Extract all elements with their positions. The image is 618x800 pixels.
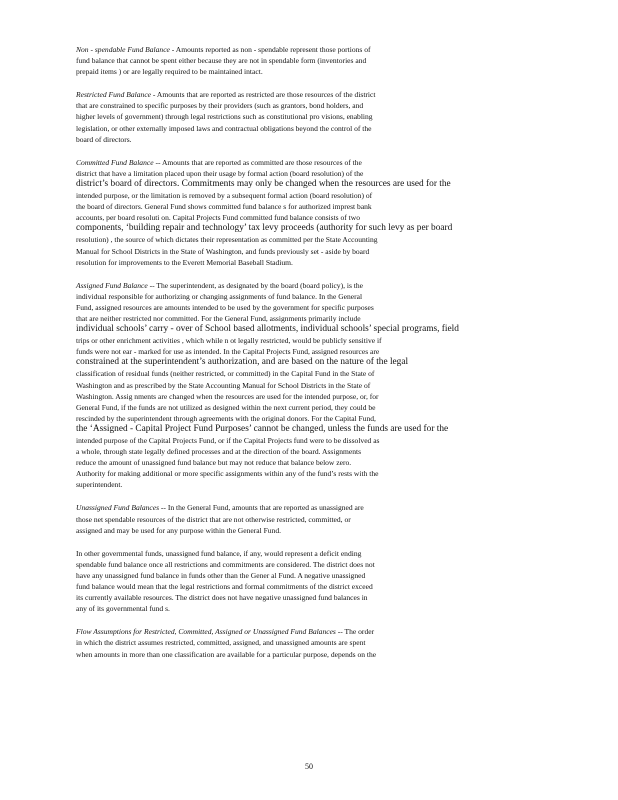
- text-line: [76, 168, 550, 179]
- line-text: in which the district assumes restricted, committed, assigned, and unassigned amounts are spent: [76, 638, 366, 648]
- line-text: components, ‘building repair and technology’ tax levy proceeds (authority for such levy as per board: [76, 223, 453, 234]
- paragraph-heading: Non - spendable Fund Balance: [76, 45, 170, 54]
- paragraph-flow-assumptions: [76, 626, 550, 659]
- line-text: fund balance that cannot be spent either because they are not in spendable form (inventories and: [76, 56, 367, 66]
- text-line: [76, 212, 550, 223]
- line-text: classification of residual funds (neither restricted, or committed) in the Capital Fund in the State of: [76, 369, 375, 379]
- line-text: -- In the General Fund, amounts that are reported as unassigned are: [159, 503, 364, 513]
- text-line: [76, 402, 550, 413]
- text-line: [76, 234, 550, 245]
- text-line: [76, 626, 550, 637]
- paragraph-negative-unassigned: [76, 548, 550, 615]
- line-text: - Amounts that are reported as restricted are those resources of the district: [151, 90, 376, 100]
- line-text: In other governmental funds, unassigned fund balance, if any, would represent a deficit ending: [76, 548, 362, 558]
- text-line: [76, 649, 550, 660]
- text-line: [76, 134, 550, 145]
- line-text: those net spendable resources of the district that are not otherwise restricted, committed, or: [76, 514, 351, 524]
- line-text: resolution for improvements to the Everett Memorial Baseball Stadium.: [76, 257, 293, 267]
- text-line: [76, 302, 550, 313]
- text-line: [76, 502, 550, 513]
- line-text: prepaid items ) or are legally required to be maintained intact.: [76, 67, 263, 77]
- paragraph-nonspendable: [76, 44, 550, 77]
- text-line: [76, 201, 550, 212]
- text-line: [76, 44, 550, 55]
- text-line: [76, 179, 550, 190]
- line-text: legislation, or other externally imposed laws and contractual obligations beyond the control of the: [76, 123, 372, 133]
- text-line: [76, 548, 550, 559]
- text-line: [76, 413, 550, 424]
- text-line: [76, 55, 550, 66]
- text-line: [76, 603, 550, 614]
- line-text: district’s board of directors. Commitments may only be changed when the resources are used for the: [76, 178, 451, 189]
- line-text: Authority for making additional or more specific assignments within any of the fund’s rests with the: [76, 469, 379, 479]
- text-line: [76, 357, 550, 368]
- text-line: [76, 446, 550, 457]
- paragraph-assigned: [76, 280, 550, 491]
- paragraph-restricted: [76, 89, 550, 144]
- line-text: the board of directors. General Fund shows committed fund balance s for authorized imprest bank: [76, 202, 372, 212]
- paragraph-heading: Unassigned Fund Balances: [76, 503, 160, 513]
- line-text: any of its governmental fund s.: [76, 604, 170, 614]
- line-text: fund balance would mean that the legal restrictions and formal commitments of the district exceed: [76, 582, 373, 592]
- line-text: when amounts in more than one classification are available for a particular purpose, depends on the: [76, 649, 377, 659]
- line-text: trips or other enrichment activities , which while n ot legally restricted, would be publicly sensitive if: [76, 336, 382, 346]
- line-text: spendable fund balance once all restrictions and commitments are considered. The district does not: [76, 559, 375, 569]
- line-text: -- The order: [335, 627, 375, 637]
- line-text: individual responsible for authorizing or changing assignments of fund balance. In the General: [76, 291, 363, 301]
- line-text: constrained at the superintendent’s authorization, and are based on the nature of the legal: [76, 357, 409, 368]
- line-text: a whole, through state legally defined processes and at the direction of the board. Assignments: [76, 447, 362, 457]
- text-line: [76, 257, 550, 268]
- line-text: General Fund, if the funds are not utilized as designed within the next current period, they could be: [76, 402, 376, 412]
- text-line: [76, 368, 550, 379]
- line-text: -- Amounts that are reported as committed are those resources of the: [153, 157, 362, 167]
- text-line: [76, 324, 550, 335]
- text-line: [76, 280, 550, 291]
- line-text: reduce the amount of unassigned fund balance but may not reduce that balance below zero.: [76, 458, 352, 468]
- line-text: its currently available resources. The district does not have negative unassigned fund balances in: [76, 593, 368, 603]
- line-text: that are constrained to specific purposes by their providers (such as grantors, bond holders, and: [76, 101, 364, 111]
- line-text: district that have a limitation placed upon their usage by formal action (board resolution) of the: [76, 168, 364, 178]
- line-text: intended purpose of the Capital Projects Fund, or if the Capital Projects fund were to be dissolved as: [76, 436, 380, 445]
- text-line: [76, 190, 550, 201]
- text-line: [76, 335, 550, 346]
- page-body: [76, 44, 550, 672]
- text-line: [76, 66, 550, 77]
- paragraph-heading: Committed Fund Balance: [76, 157, 154, 167]
- line-text: - Amounts reported as non - spendable represent those portions of: [169, 45, 371, 54]
- text-line: [76, 223, 550, 234]
- text-line: [76, 559, 550, 570]
- text-line: [76, 570, 550, 581]
- page-number: 50: [305, 762, 313, 771]
- text-line: [76, 100, 550, 111]
- text-line: [76, 313, 550, 324]
- text-line: [76, 157, 550, 168]
- line-text: Fund, assigned resources are amounts intended to be used by the government for specific purposes: [76, 302, 374, 312]
- text-line: [76, 89, 550, 100]
- line-text: superintendent.: [76, 480, 123, 490]
- line-text: rescinded by the superintendent through agreements with the original donors. For the Capital Fund,: [76, 413, 376, 423]
- line-text: that are neither restricted nor committed. For the General Fund, assignments primarily include: [76, 313, 361, 323]
- line-text: assigned and may be used for any purpose within the General Fund.: [76, 525, 281, 535]
- line-text: intended purpose, or the limitation is removed by a subsequent formal action (board resolution) of: [76, 191, 373, 201]
- paragraph-committed: [76, 157, 550, 268]
- line-text: board of directors.: [76, 134, 132, 144]
- text-line: [76, 346, 550, 357]
- text-line: [76, 424, 550, 435]
- text-line: [76, 380, 550, 391]
- line-text: have any unassigned fund balance in funds other than the Gener al Fund. A negative unassigned: [76, 570, 366, 580]
- text-line: [76, 581, 550, 592]
- line-text: the ‘Assigned - Capital Project Fund Purposes’ cannot be changed, unless the funds are used for the: [76, 423, 449, 434]
- text-line: [76, 479, 550, 490]
- text-line: [76, 123, 550, 134]
- paragraph-heading: Assigned Fund Balance: [76, 280, 148, 290]
- text-line: [76, 592, 550, 603]
- text-line: [76, 291, 550, 302]
- text-line: [76, 391, 550, 402]
- text-line: [76, 468, 550, 479]
- text-line: [76, 435, 550, 446]
- line-text: resolution) , the source of which dictates their representation as committed per the State Accounting: [76, 235, 378, 245]
- paragraph-heading: Flow Assumptions for Restricted, Committed, Assigned or Unassigned Fund Balances: [76, 627, 336, 637]
- paragraph-heading: Restricted Fund Balance: [76, 90, 152, 100]
- line-text: funds were not ear - marked for use as intended. In the Capital Projects Fund, assigned resources are: [76, 347, 380, 357]
- line-text: higher levels of government) through legal restrictions such as constitutional pro visions, enabling: [76, 112, 373, 122]
- text-line: [76, 637, 550, 648]
- text-line: [76, 457, 550, 468]
- text-line: [76, 246, 550, 257]
- text-line: [76, 525, 550, 536]
- text-line: [76, 514, 550, 525]
- text-line: [76, 111, 550, 122]
- line-text: accounts, per board resoluti on. Capital Projects Fund committed fund balance consists of two: [76, 213, 360, 223]
- paragraph-unassigned: [76, 502, 550, 535]
- line-text: Washington and as prescribed by the State Accounting Manual for School Districts in the State of: [76, 380, 371, 390]
- line-text: -- The superintendent, as designated by the board (board policy), is the: [147, 280, 363, 290]
- line-text: Washington. Assig nments are changed when the resources are used for the intended purpose, or, for: [76, 391, 379, 401]
- line-text: Manual for School Districts in the State of Washington, and funds previously set - aside by board: [76, 246, 370, 256]
- line-text: individual schools’ carry - over of School based allotments, individual schools’ special programs, field: [76, 324, 459, 335]
